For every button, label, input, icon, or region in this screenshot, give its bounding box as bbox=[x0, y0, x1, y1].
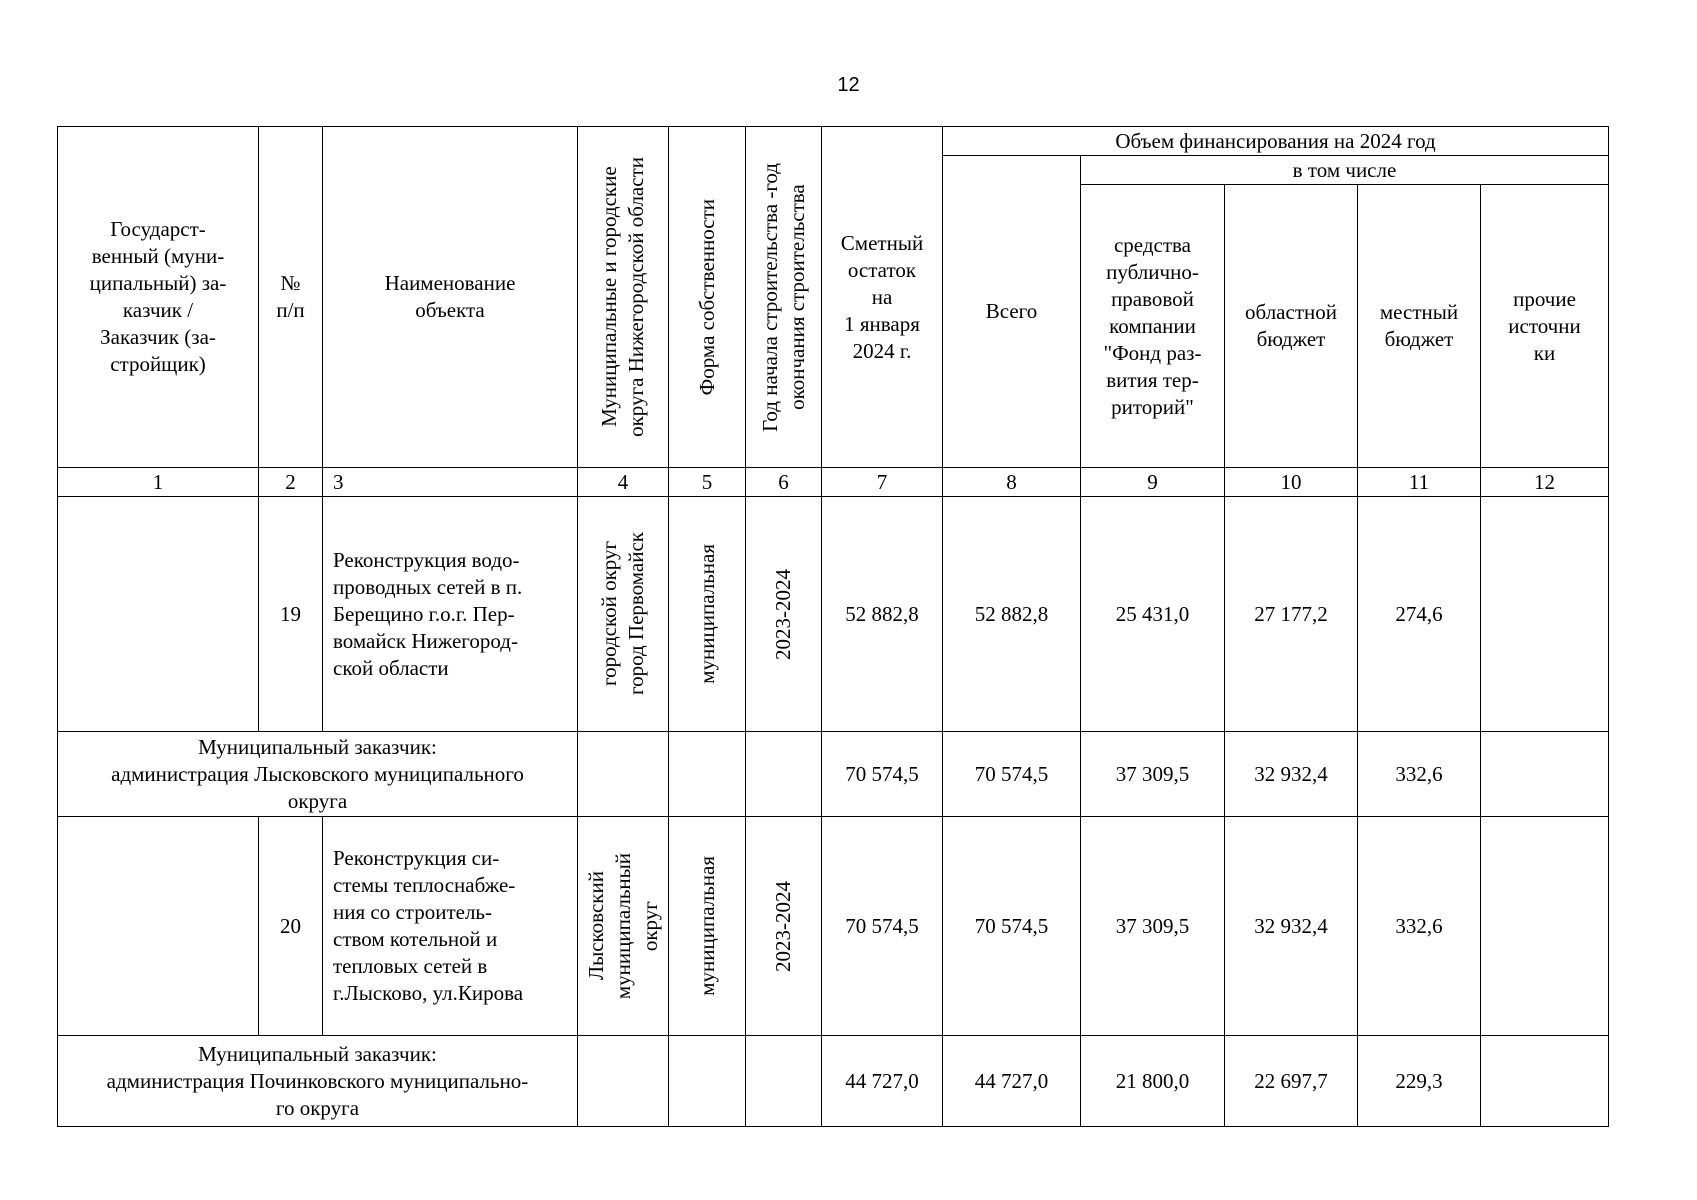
customer-name: Муниципальный заказчик: администрация Починковского муниципально- го округа bbox=[58, 1036, 578, 1127]
financing-table bbox=[57, 126, 1609, 1127]
column-number: 1 bbox=[58, 468, 259, 497]
object-ownership: муниципальная bbox=[669, 497, 746, 732]
object-municipality: городской округ город Первомайск bbox=[578, 497, 669, 732]
customer-regional: 32 932,4 bbox=[1225, 732, 1358, 817]
customer-total: 70 574,5 bbox=[943, 732, 1081, 817]
column-number: 4 bbox=[578, 468, 669, 497]
object-name: Реконструкция водо- проводных сетей в п. Берещино г.о.г. Пер- вомайск Нижегород- ской области bbox=[323, 497, 578, 732]
object-estimate: 52 882,8 bbox=[822, 497, 943, 732]
object-total: 52 882,8 bbox=[943, 497, 1081, 732]
empty-cell bbox=[578, 732, 669, 817]
object-regional: 32 932,4 bbox=[1225, 817, 1358, 1036]
column-number: 8 bbox=[943, 468, 1081, 497]
column-number: 9 bbox=[1081, 468, 1225, 497]
object-other bbox=[1481, 817, 1609, 1036]
object-years: 2023-2024 bbox=[746, 817, 822, 1036]
object-estimate: 70 574,5 bbox=[822, 817, 943, 1036]
header-funding-title: Объем финансирования на 2024 год bbox=[943, 127, 1609, 156]
object-other bbox=[1481, 497, 1609, 732]
header-other: прочие источни ки bbox=[1481, 185, 1609, 468]
header-regional: областной бюджет bbox=[1225, 185, 1358, 468]
customer-local: 332,6 bbox=[1358, 732, 1481, 817]
header-num: № п/п bbox=[259, 127, 323, 468]
customer-estimate: 70 574,5 bbox=[822, 732, 943, 817]
object-municipality: Лысковский муниципальный округ bbox=[578, 817, 669, 1036]
empty-cell bbox=[578, 1036, 669, 1127]
customer-estimate: 44 727,0 bbox=[822, 1036, 943, 1127]
object-customer-cell bbox=[58, 497, 259, 732]
customer-row-pochinki bbox=[58, 1036, 1609, 1127]
customer-row-lyskovo bbox=[58, 732, 1609, 817]
column-number: 7 bbox=[822, 468, 943, 497]
header-total: Всего bbox=[943, 156, 1081, 468]
customer-fund: 37 309,5 bbox=[1081, 732, 1225, 817]
column-number: 5 bbox=[669, 468, 746, 497]
customer-total: 44 727,0 bbox=[943, 1036, 1081, 1127]
header-fund: средства публично- правовой компании "Фонд раз- вития тер- риторий" bbox=[1081, 185, 1225, 468]
empty-cell bbox=[746, 732, 822, 817]
customer-fund: 21 800,0 bbox=[1081, 1036, 1225, 1127]
object-name: Реконструкция си- стемы теплоснабже- ния со строитель- ством котельной и тепловых сетей в г.Лысково, ул.Кирова bbox=[323, 817, 578, 1036]
object-fund: 25 431,0 bbox=[1081, 497, 1225, 732]
object-customer-cell bbox=[58, 817, 259, 1036]
customer-other bbox=[1481, 1036, 1609, 1127]
header-row-1 bbox=[58, 127, 1609, 156]
column-number: 2 bbox=[259, 468, 323, 497]
header-local: местный бюджет bbox=[1358, 185, 1481, 468]
object-regional: 27 177,2 bbox=[1225, 497, 1358, 732]
object-num: 19 bbox=[259, 497, 323, 732]
column-number-row bbox=[58, 468, 1609, 497]
object-ownership: муниципальная bbox=[669, 817, 746, 1036]
page-number: 12 bbox=[837, 74, 860, 96]
header-estimate: Сметный остаток на 1 января 2024 г. bbox=[822, 127, 943, 468]
object-num: 20 bbox=[259, 817, 323, 1036]
column-number: 3 bbox=[323, 468, 578, 497]
header-municipalities: Муниципальные и городские округа Нижегородской области bbox=[578, 127, 669, 468]
column-number: 10 bbox=[1225, 468, 1358, 497]
object-row-19 bbox=[58, 497, 1609, 732]
empty-cell bbox=[669, 1036, 746, 1127]
empty-cell bbox=[669, 732, 746, 817]
customer-name: Муниципальный заказчик: администрация Лысковского муниципального округа bbox=[58, 732, 578, 817]
header-including: в том числе bbox=[1081, 156, 1609, 185]
customer-other bbox=[1481, 732, 1609, 817]
object-local: 332,6 bbox=[1358, 817, 1481, 1036]
column-number: 11 bbox=[1358, 468, 1481, 497]
header-object-name: Наименование объекта bbox=[323, 127, 578, 468]
object-years: 2023-2024 bbox=[746, 497, 822, 732]
column-number: 6 bbox=[746, 468, 822, 497]
object-fund: 37 309,5 bbox=[1081, 817, 1225, 1036]
customer-local: 229,3 bbox=[1358, 1036, 1481, 1127]
object-local: 274,6 bbox=[1358, 497, 1481, 732]
customer-regional: 22 697,7 bbox=[1225, 1036, 1358, 1127]
header-ownership: Форма собственности bbox=[669, 127, 746, 468]
object-total: 70 574,5 bbox=[943, 817, 1081, 1036]
empty-cell bbox=[746, 1036, 822, 1127]
column-number: 12 bbox=[1481, 468, 1609, 497]
object-row-20 bbox=[58, 817, 1609, 1036]
header-years: Год начала строительства -год окончания строительства bbox=[746, 127, 822, 468]
header-customer: Государст- венный (муни- ципальный) за- казчик / Заказчик (за- стройщик) bbox=[58, 127, 259, 468]
